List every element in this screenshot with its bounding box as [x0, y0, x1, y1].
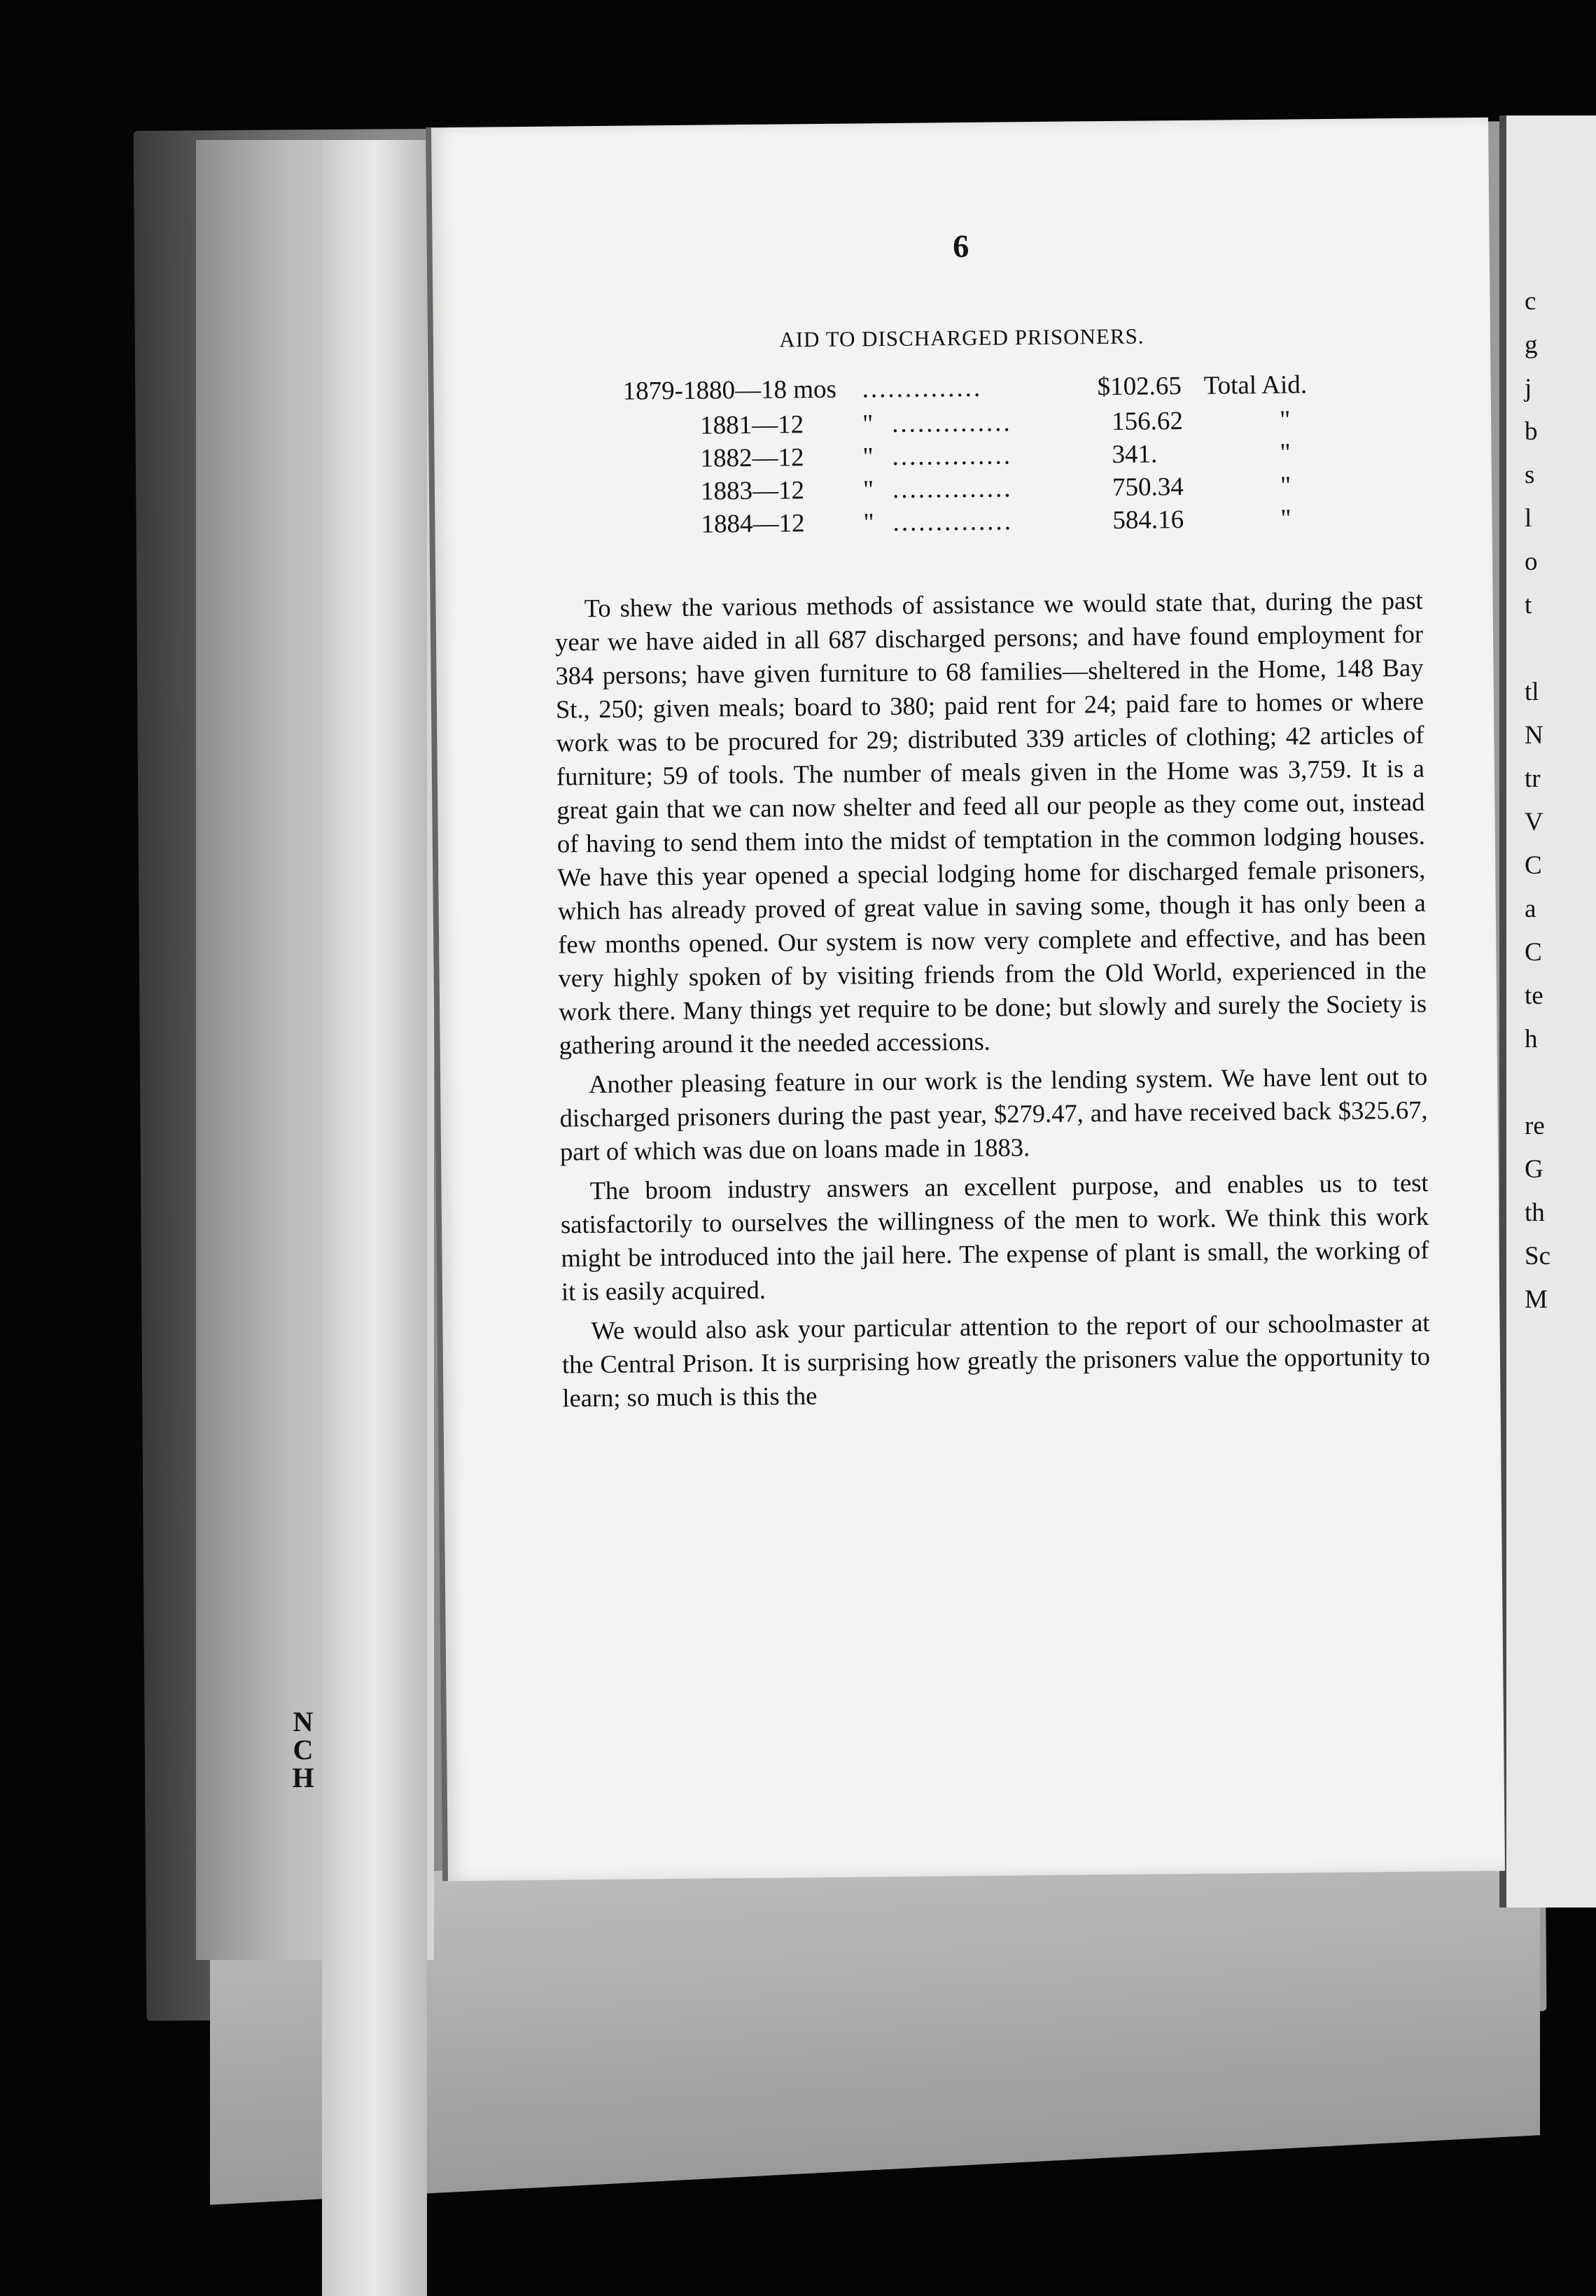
paragraph: To shew the various methods of assistance we would state that, during the past year we have aided in all 687 discharged persons; and have found employment for 384 persons; have given furniture to 68 families—sheltered in the Home, 148 Bay St., 250; given meals; board to 380; paid rent for 24; paid fare to homes or where work was to be procured for 29; distributed 339 articles of clothing; 42 articles of furniture; 59 of tools. The number of meals given in the Home was 3,759. It is a great gain that we can now shelter and feed all our people as they come out, instead of having to send them into the midst of temptation in the common lodging houses. We have this year opened a special lodging home for discharged female prisoners, which has already proved of great value in saving some, though it has only been a few months opened. Our system is now very complete and effective, and has been very highly spoken of by visiting friends from the Old World, experienced in the work there. Many things yet require to be done; but slowly and surely the Society is gathering around it the needed accessions.: [554, 585, 1427, 1060]
right-fragment: b: [1525, 417, 1538, 446]
right-fragment: c: [1525, 287, 1536, 316]
section-heading: AID TO DISCHARGED PRISONERS.: [779, 323, 1144, 352]
document-page: [426, 118, 1505, 1881]
aid-period: 1884—12: [701, 509, 805, 539]
aid-amount: 750.34: [1112, 472, 1184, 502]
aid-dots: ..............: [892, 441, 1013, 471]
right-fragment: g: [1525, 330, 1538, 359]
right-page-fragments: [1525, 280, 1567, 1322]
aid-ditto: ": [862, 410, 874, 439]
right-fragment: th: [1525, 1198, 1545, 1227]
aid-dots: ..............: [892, 474, 1013, 504]
right-fragment: s: [1525, 461, 1535, 489]
spine-letter: H: [292, 1762, 314, 1793]
right-fragment: G: [1525, 1155, 1544, 1184]
aid-ditto: ": [863, 508, 874, 538]
right-fragment: o: [1525, 547, 1538, 576]
right-fragment: tl: [1525, 678, 1539, 706]
aid-note: Total Aid.: [1203, 370, 1308, 400]
aid-dots: ..............: [862, 373, 983, 404]
aid-amount: 584.16: [1112, 505, 1184, 535]
right-fragment: M: [1525, 1285, 1548, 1314]
aid-period: 1882—12: [700, 443, 804, 473]
right-fragment: N: [1525, 721, 1544, 750]
right-fragment: j: [1525, 374, 1532, 402]
page-edge-strip: [322, 140, 427, 2296]
aid-dots: ..............: [892, 507, 1014, 537]
aid-period: 1883—12: [700, 476, 805, 506]
aid-amount: $102.65: [1097, 371, 1182, 402]
aid-note: ": [1280, 504, 1292, 533]
right-fragment: C: [1525, 851, 1542, 880]
spine-letter: C: [293, 1734, 314, 1765]
aid-amount: 341.: [1112, 440, 1158, 469]
right-fragment: Sc: [1525, 1242, 1550, 1270]
aid-table: [433, 356, 1490, 539]
aid-amount: 156.62: [1111, 406, 1184, 436]
right-fragment-gap: [1525, 627, 1567, 671]
spine-label: [286, 1708, 321, 1792]
aid-ditto: ": [862, 475, 874, 505]
aid-period: 1881—12: [699, 410, 804, 440]
right-fragment: l: [1525, 504, 1532, 533]
aid-note: ": [1279, 405, 1291, 435]
aid-note: ": [1280, 471, 1292, 500]
right-fragment: t: [1525, 591, 1532, 620]
aid-dots: ..............: [891, 408, 1012, 438]
aid-period: 1879-1880—18 mos: [622, 374, 837, 406]
right-fragment: C: [1525, 938, 1542, 967]
spine-letter: N: [293, 1706, 314, 1737]
right-fragment: V: [1525, 808, 1544, 836]
aid-note: ": [1280, 438, 1291, 468]
paragraph: We would also ask your particular attention to the report of our schoolmaster at the Central Prison. It is surprising how greatly the prisoners value the opportunity to learn; so much is this the: [561, 1308, 1431, 1413]
right-fragment: a: [1525, 895, 1536, 923]
aid-ditto: ": [862, 442, 874, 472]
paragraph: Another pleasing feature in our work is the lending system. We have lent out to discharged prisoners during the past year, $279.47, and have received back $325.67, part of which was due on loans made in 1883.: [559, 1061, 1428, 1166]
paragraph: The broom industry answers an excellent purpose, and enables us to test satisfactorily to ourselves the willingness of the men to work. We think this work might be introduced into the jail here. The expense of plant is small, the working of it is easily acquired.: [560, 1168, 1429, 1306]
right-fragment: tr: [1525, 764, 1541, 793]
body-text: [554, 584, 1430, 1421]
right-fragment: te: [1525, 981, 1544, 1010]
page-number: 6: [952, 227, 969, 265]
right-fragment: h: [1525, 1025, 1538, 1054]
right-fragment: re: [1525, 1112, 1545, 1140]
right-fragment-gap: [1525, 1061, 1567, 1105]
